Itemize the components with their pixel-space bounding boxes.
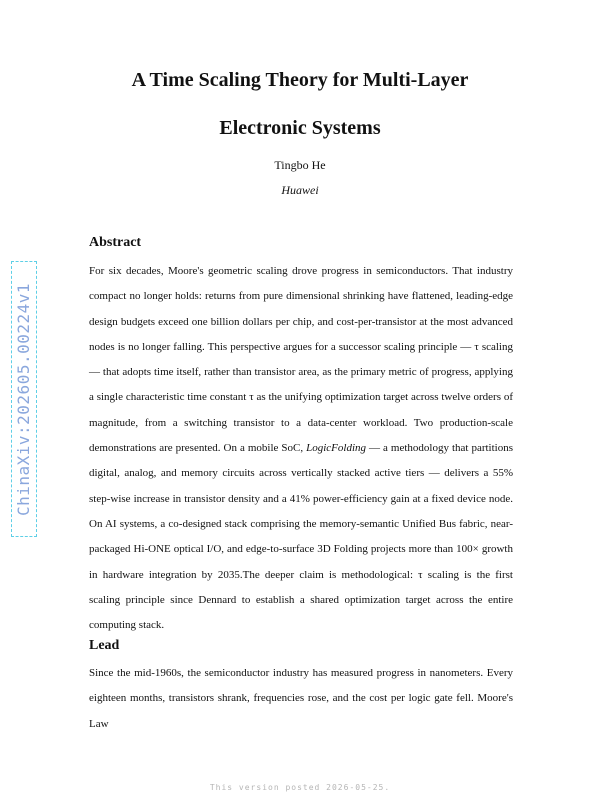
abstract-text-part1: For six decades, Moore's geometric scaling drove progress in semiconductors. That industry compact no longer holds: returns from pure dimensional shrinking have flattened, leading-edge design budgets exceed one billion dollars per chip, and cost-per-transistor at the most advanced nodes is no longer falling. This perspective argues for a successor scaling principle — τ scaling — that adopts time itself, rather than transistor area, as the primary metric of progress, applying a single characteristic time constant τ as the unifying optimization target across twelve orders of magnitude, from a switching transistor to a data-center workload. Two production-scale demonstrations are presented. On a mobile SoC, — [89, 265, 513, 455]
author-name: Tingbo He — [274, 158, 326, 172]
lead-heading: Lead — [89, 638, 120, 653]
paper-title-line1: A Time Scaling Theory for Multi-Layer — [131, 69, 469, 91]
watermark-text: ChinaXiv:202605.00224v1 — [14, 282, 34, 516]
author-affiliation: Huawei — [281, 183, 319, 197]
abstract-text — [89, 259, 513, 638]
posted-date-footer: This version posted 2026-05-25. — [209, 783, 391, 792]
chinaxiv-watermark — [11, 261, 37, 537]
lead-text: Since the mid-1960s, the semiconductor industry has measured progress in nanometers. Every eighteen months, transistors shrank, frequencies rose, and the cost per logic gate fell. Moore's Law — [89, 667, 513, 730]
abstract-heading: Abstract — [89, 235, 142, 250]
abstract-text-part2: — a methodology that partitions digital, analog, and memory circuits across vertically stacked active tiers — delivers a 55% step-wise increase in transistor density and a 41% power-efficiency gain at a fixed device node. On AI systems, a co-designed stack comprising the memory-semantic Unified Bus fabric, near-packaged Hi-ONE optical I/O, and edge-to-surface 3D Folding projects more than 100× growth in hardware integration by 2035.The deeper claim is methodological: τ scaling is the first scaling principle since Dennard to establish a shared optimization target across the entire computing stack. — [89, 442, 513, 632]
logicfolding-term: LogicFolding — [306, 442, 367, 455]
paper-title-line2: Electronic Systems — [219, 117, 381, 139]
